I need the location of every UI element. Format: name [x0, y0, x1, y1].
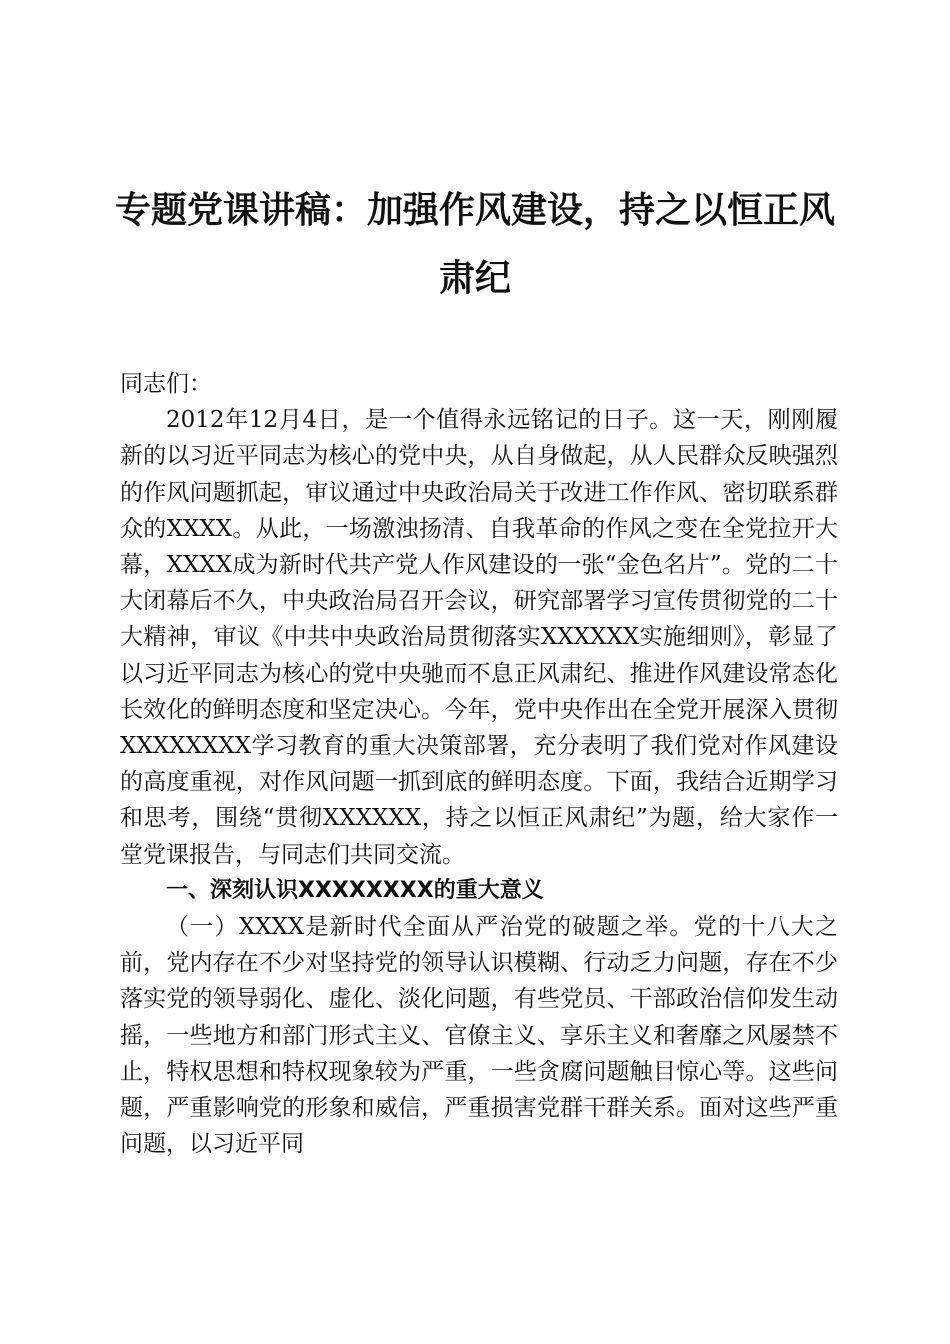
- section-heading: 一、深刻认识XXXXXXXX的重大意义: [166, 877, 544, 903]
- salutation: 同志们：: [120, 371, 212, 397]
- document-title: 专题党课讲稿：加强作风建设，持之以恒正风肃纪: [114, 189, 835, 299]
- paragraph-section-1: （一）XXXX是新时代全面从严治党的破题之举。党的十八大之前，党内存在不少对坚持党的领导认识模糊、行动乏力问题，存在不少落实党的领导弱化、虚化、淡化问题，有些党员、干部政治信仰发生动摇，一些地方和部门形式主义、官僚主义、享乐主义和奢靡之风屡禁不止，特权思想和特权现象较为严重，一些贪腐问题触目惊心等。这些问题，严重影响党的形象和威信，严重损害党群干群关系。面对这些严重问题，以习近平同: [120, 914, 838, 1158]
- paragraph-intro: 2012年12月4日，是一个值得永远铭记的日子。这一天，刚刚履新的以习近平同志为核心的党中央，从自身做起，从人民群众反映强烈的作风问题抓起，审议通过中央政治局关于改进工作作风、密切联系群众的XXXX。从此，一场激浊扬清、自我革命的作风之变在全党拉开大幕，XXXX成为新时代共产党人作风建设的一张“金色名片”。党的二十大闭幕后不久，中央政治局召开会议，研究部署学习宣传贯彻党的二十大精神，审议《中共中央政治局贯彻落实XXXXXX实施细则》，彰显了以习近平同志为核心的党中央驰而不息正风肃纪、推进作风建设常态化长效化的鲜明态度和坚定决心。今年，党中央作出在全党开展深入贯彻XXXXXXXX学习教育的重大决策部署，充分表明了我们党对作风建设的高度重视，对作风问题一抓到底的鲜明态度。下面，我结合近期学习和思考，围绕“贯彻XXXXXX，持之以恒正风肃纪”为题，给大家作一堂党课报告，与同志们共同交流。: [120, 407, 838, 868]
- document-body: [120, 366, 838, 1162]
